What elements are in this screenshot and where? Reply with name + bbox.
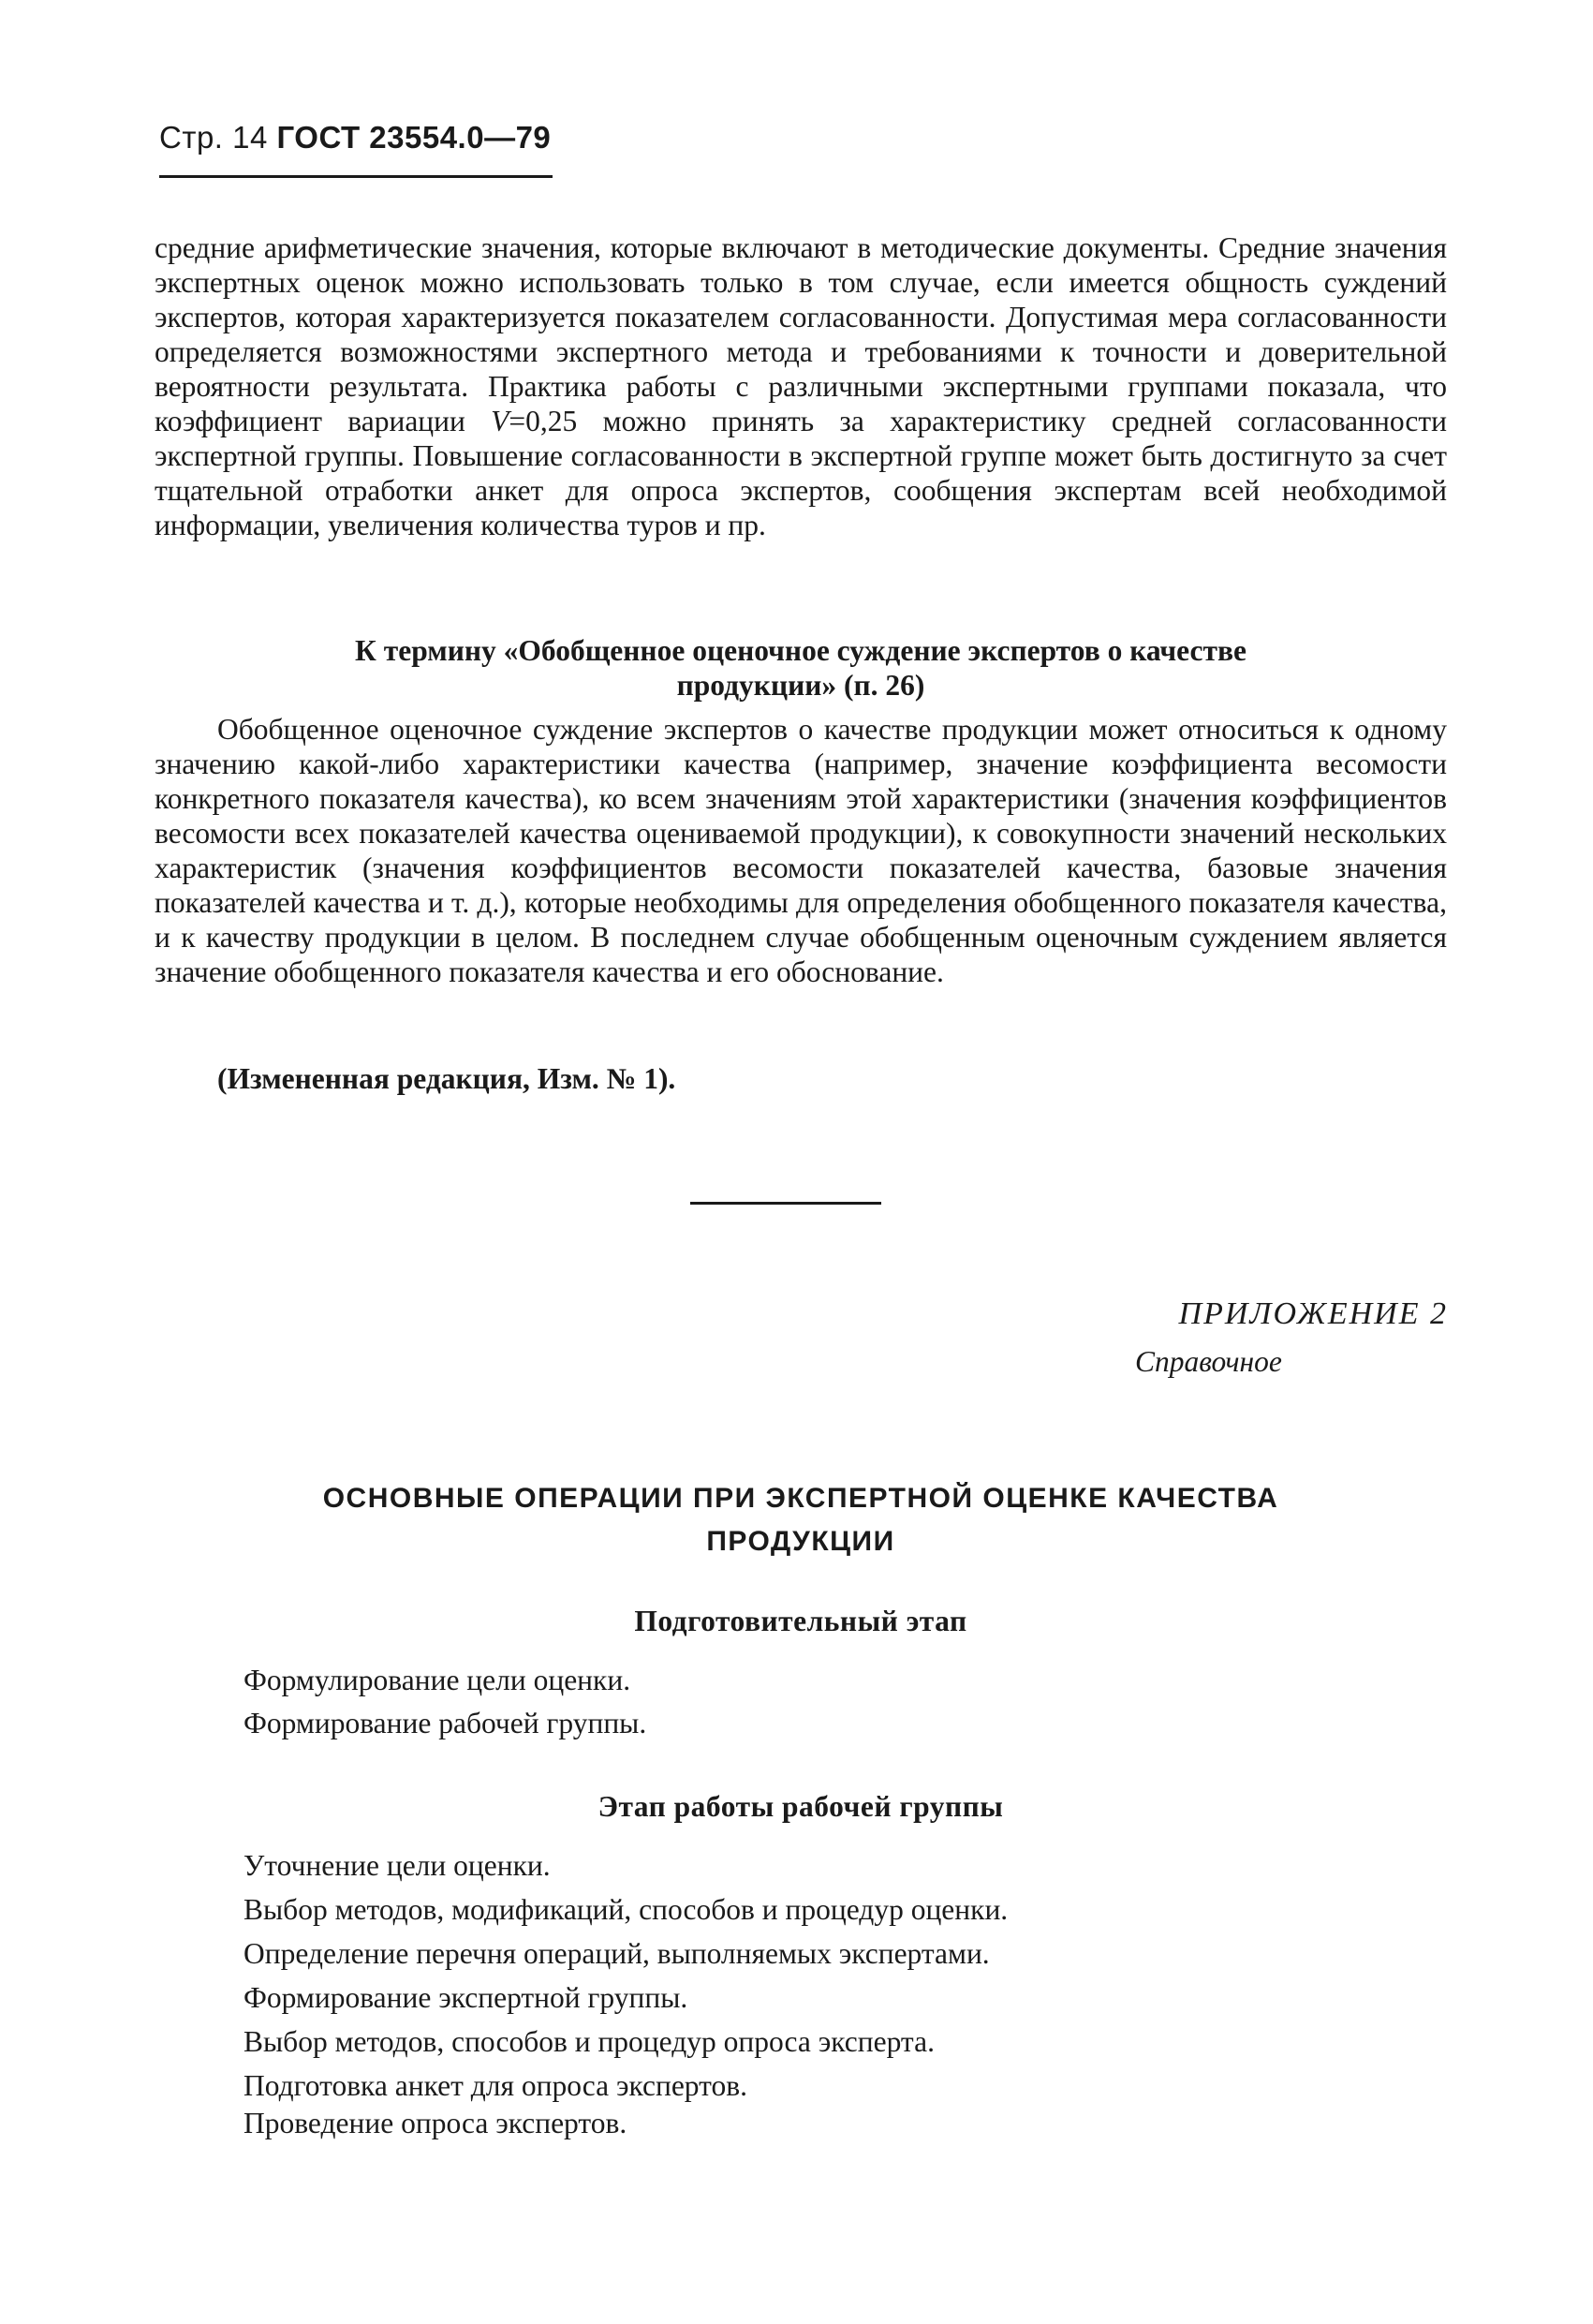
page-header	[159, 120, 551, 155]
page-label: Стр. 14	[159, 120, 268, 155]
paragraph-2-text: Обобщенное оценочное суждение экспертов о качестве продукции может относиться к одному значению какой-либо характеристики качества (например, значение коэффициента весомости конкретного показателя качества), ко всем значениям этой характеристики (значения коэффициентов весомости всех показателей качества оцениваемой продукции), к совокупности значений нескольких характеристик (значения коэффициентов весомости показателей качества, базовые значения показателей качества и т. д.), которые необходимы для определения обобщенного показателя качества, и к качеству продукции в целом. В последнем случае обобщенным оценочным суждением является значение обобщенного показателя качества и его обоснование.	[155, 713, 1447, 988]
paragraph-1-text-a: средние арифметические значения, которые включают в методические документы. Средние значения экспертных оценок можно использовать только в том случае, если имеется общность суждений экспертов, которая характеризуется показателем согласованности. Допустимая мера согласованности определяется возможностями экспертного метода и требованиями к точности и доверительной вероятности результата. Практика работы с различными экспертными группами показала, что коэффициент вариации	[155, 231, 1447, 437]
list-item-text: Проведение опроса экспертов.	[243, 2107, 627, 2139]
list-item-text: Формирование рабочей группы.	[243, 1707, 647, 1739]
standard-code: ГОСТ 23554.0—79	[276, 120, 552, 155]
paragraph-consistency	[155, 230, 1447, 542]
section-heading-term	[155, 633, 1447, 703]
list-item-text: Выбор методов, модификаций, способов и процедур оценки.	[243, 1893, 1009, 1926]
stage-heading-preparatory: Подготовительный этап	[634, 1605, 967, 1637]
list-item-text: Подготовка анкет для опроса экспертов.	[243, 2069, 747, 2102]
header-rule	[159, 175, 553, 178]
list-item-text: Формулирование цели оценки.	[243, 1664, 631, 1696]
edit-note: (Измененная редакция, Изм. № 1).	[217, 1062, 676, 1095]
appendix-title-line-1: ОСНОВНЫЕ ОПЕРАЦИИ ПРИ ЭКСПЕРТНОЙ ОЦЕНКЕ КАЧЕСТВА	[322, 1483, 1279, 1514]
paragraph-generalized-judgment	[155, 712, 1447, 989]
stage-heading-working-group: Этап работы рабочей группы	[597, 1790, 1004, 1823]
appendix-type: Справочное	[1135, 1345, 1282, 1378]
variation-coefficient-symbol: V	[491, 405, 509, 437]
section-heading-line-1: К термину «Обобщенное оценочное суждение экспертов о качестве	[355, 634, 1246, 667]
list-item-text: Выбор методов, способов и процедур опроса эксперта.	[243, 2025, 935, 2058]
appendix-title-line-2: ПРОДУКЦИИ	[706, 1526, 895, 1557]
section-divider	[690, 1202, 881, 1205]
list-item-text: Формирование экспертной группы.	[243, 1981, 688, 2014]
list-item-text: Определение перечня операций, выполняемых экспертами.	[243, 1937, 990, 1970]
appendix-label: ПРИЛОЖЕНИЕ 2	[1178, 1296, 1448, 1331]
paragraph-1-text-b: =0,25 можно принять за характеристику средней согласованности экспертной группы. Повышение согласованности в экспертной группе может быть достигнуто за счет тщательной отработки анкет для опроса экспертов, сообщения экспертам всей необходимой информации, увеличения количества туров и пр.	[155, 405, 1447, 541]
list-item-text: Уточнение цели оценки.	[243, 1849, 551, 1882]
appendix-title	[155, 1477, 1447, 1563]
section-heading-line-2: продукции» (п. 26)	[676, 669, 925, 702]
